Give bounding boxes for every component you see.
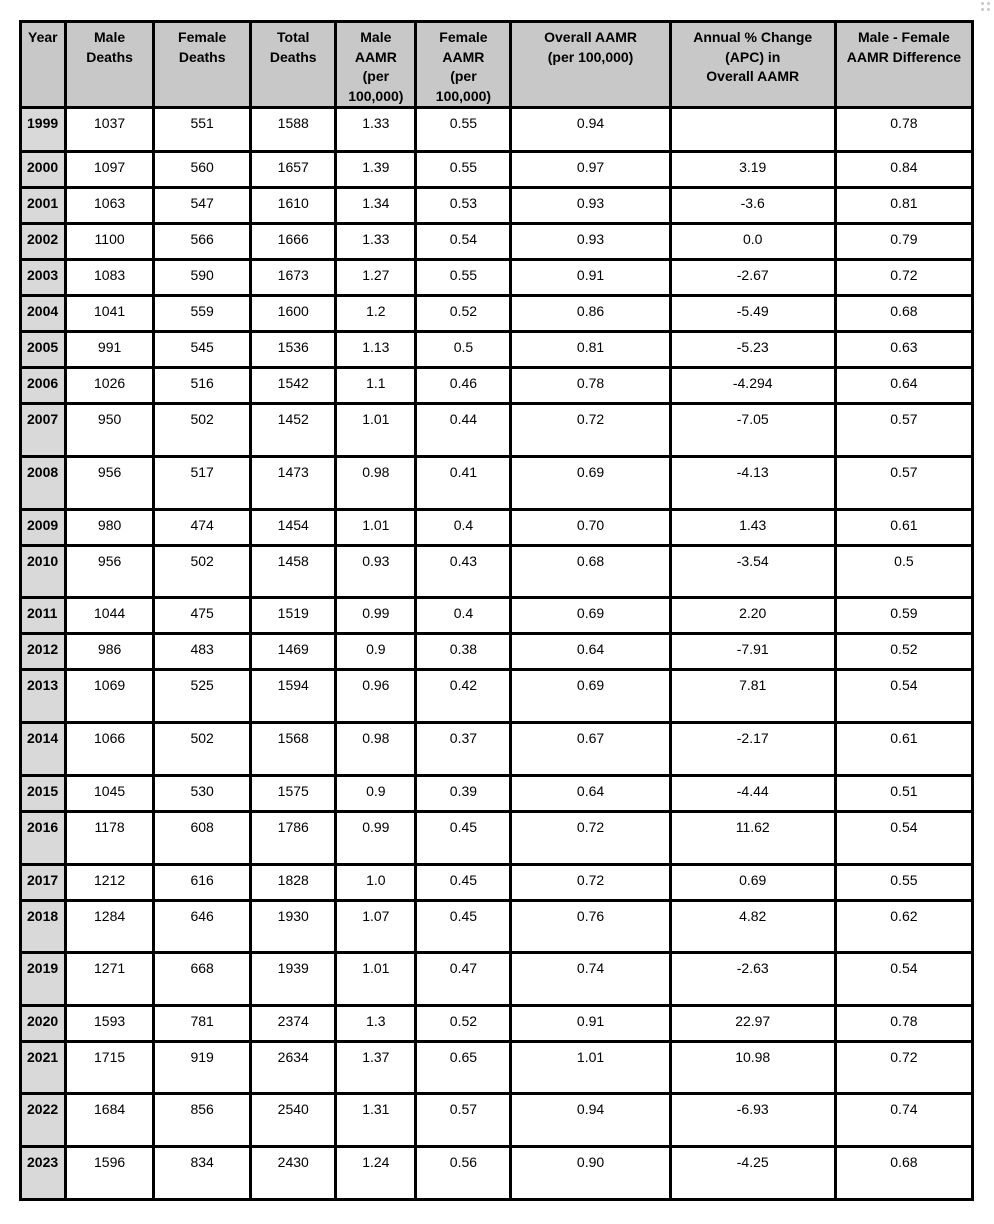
cell-female-deaths: 525 xyxy=(154,670,251,723)
cell-male-aamr: 1.07 xyxy=(336,901,416,953)
cell-male-aamr: 0.98 xyxy=(336,457,416,510)
cell-overall-aamr: 0.90 xyxy=(511,1147,670,1200)
table-row xyxy=(21,188,973,224)
cell-overall-aamr: 0.93 xyxy=(511,224,670,260)
cell-female-deaths: 483 xyxy=(154,634,251,670)
cell-female-aamr: 0.52 xyxy=(416,296,511,332)
table-header-row xyxy=(21,22,973,108)
cell-overall-aamr: 0.67 xyxy=(511,723,670,776)
cell-overall-aamr: 0.94 xyxy=(511,108,670,152)
table-row xyxy=(21,865,973,901)
cell-total-deaths: 1542 xyxy=(251,368,336,404)
cell-total-deaths: 1673 xyxy=(251,260,336,296)
cell-male-deaths: 956 xyxy=(66,546,154,598)
cell-male-deaths: 1063 xyxy=(66,188,154,224)
cell-apc: -2.63 xyxy=(670,953,835,1006)
cell-female-deaths: 668 xyxy=(154,953,251,1006)
cell-overall-aamr: 0.81 xyxy=(511,332,670,368)
table-row xyxy=(21,1006,973,1042)
cell-female-aamr: 0.43 xyxy=(416,546,511,598)
cell-male-aamr: 0.98 xyxy=(336,723,416,776)
table-row xyxy=(21,953,973,1006)
cell-apc: 7.81 xyxy=(670,670,835,723)
cell-male-aamr: 1.01 xyxy=(336,953,416,1006)
header-year: Year xyxy=(21,22,66,108)
cell-aamr-difference: 0.72 xyxy=(835,1042,972,1094)
cell-apc: -4.44 xyxy=(670,776,835,812)
table-row xyxy=(21,776,973,812)
cell-apc: 22.97 xyxy=(670,1006,835,1042)
cell-male-deaths: 950 xyxy=(66,404,154,457)
cell-female-deaths: 590 xyxy=(154,260,251,296)
cell-male-deaths: 1041 xyxy=(66,296,154,332)
cell-male-deaths: 980 xyxy=(66,510,154,546)
cell-male-aamr: 1.13 xyxy=(336,332,416,368)
cell-female-deaths: 516 xyxy=(154,368,251,404)
table-row xyxy=(21,812,973,865)
header-apc: Annual % Change (APC) in Overall AAMR xyxy=(670,22,835,108)
cell-year: 2009 xyxy=(21,510,66,546)
table-row xyxy=(21,546,973,598)
cell-total-deaths: 1473 xyxy=(251,457,336,510)
cell-apc: 2.20 xyxy=(670,598,835,634)
cell-female-deaths: 566 xyxy=(154,224,251,260)
cell-overall-aamr: 0.69 xyxy=(511,457,670,510)
cell-total-deaths: 1588 xyxy=(251,108,336,152)
mortality-table xyxy=(19,20,974,1201)
cell-overall-aamr: 0.74 xyxy=(511,953,670,1006)
cell-aamr-difference: 0.78 xyxy=(835,108,972,152)
cell-aamr-difference: 0.62 xyxy=(835,901,972,953)
cell-female-aamr: 0.4 xyxy=(416,598,511,634)
table-row xyxy=(21,598,973,634)
cell-total-deaths: 1930 xyxy=(251,901,336,953)
cell-male-aamr: 1.3 xyxy=(336,1006,416,1042)
cell-female-aamr: 0.39 xyxy=(416,776,511,812)
cell-total-deaths: 1458 xyxy=(251,546,336,598)
cell-male-aamr: 1.24 xyxy=(336,1147,416,1200)
cell-apc: -3.54 xyxy=(670,546,835,598)
cell-apc: -7.91 xyxy=(670,634,835,670)
cell-aamr-difference: 0.61 xyxy=(835,723,972,776)
header-total-deaths: Total Deaths xyxy=(251,22,336,108)
cell-overall-aamr: 0.64 xyxy=(511,776,670,812)
cell-male-aamr: 0.9 xyxy=(336,634,416,670)
cell-overall-aamr: 0.76 xyxy=(511,901,670,953)
cell-female-aamr: 0.65 xyxy=(416,1042,511,1094)
cell-apc: -2.67 xyxy=(670,260,835,296)
cell-apc: -7.05 xyxy=(670,404,835,457)
cell-year: 2017 xyxy=(21,865,66,901)
header-overall-aamr: Overall AAMR (per 100,000) xyxy=(511,22,670,108)
cell-female-deaths: 502 xyxy=(154,723,251,776)
cell-aamr-difference: 0.54 xyxy=(835,670,972,723)
cell-female-deaths: 560 xyxy=(154,152,251,188)
cell-year: 2011 xyxy=(21,598,66,634)
table-row xyxy=(21,723,973,776)
cell-apc: -5.23 xyxy=(670,332,835,368)
cell-female-deaths: 646 xyxy=(154,901,251,953)
cell-total-deaths: 2430 xyxy=(251,1147,336,1200)
cell-aamr-difference: 0.81 xyxy=(835,188,972,224)
cell-aamr-difference: 0.63 xyxy=(835,332,972,368)
cell-aamr-difference: 0.68 xyxy=(835,296,972,332)
cell-total-deaths: 2374 xyxy=(251,1006,336,1042)
cell-aamr-difference: 0.84 xyxy=(835,152,972,188)
cell-male-aamr: 1.1 xyxy=(336,368,416,404)
cell-overall-aamr: 0.70 xyxy=(511,510,670,546)
cell-male-deaths: 1178 xyxy=(66,812,154,865)
cell-aamr-difference: 0.55 xyxy=(835,865,972,901)
cell-female-deaths: 856 xyxy=(154,1094,251,1147)
cell-year: 2003 xyxy=(21,260,66,296)
header-male-aamr: Male AAMR (per 100,000) xyxy=(336,22,416,108)
cell-male-aamr: 0.99 xyxy=(336,598,416,634)
cell-overall-aamr: 0.94 xyxy=(511,1094,670,1147)
cell-aamr-difference: 0.64 xyxy=(835,368,972,404)
cell-overall-aamr: 0.97 xyxy=(511,152,670,188)
cell-female-aamr: 0.5 xyxy=(416,332,511,368)
cell-overall-aamr: 0.69 xyxy=(511,598,670,634)
header-aamr-difference: Male - Female AAMR Difference xyxy=(835,22,972,108)
cell-year: 2006 xyxy=(21,368,66,404)
cell-year: 2000 xyxy=(21,152,66,188)
table-row xyxy=(21,404,973,457)
cell-female-aamr: 0.52 xyxy=(416,1006,511,1042)
cell-aamr-difference: 0.72 xyxy=(835,260,972,296)
cell-total-deaths: 2540 xyxy=(251,1094,336,1147)
cell-male-aamr: 1.31 xyxy=(336,1094,416,1147)
table-row xyxy=(21,1042,973,1094)
table-row xyxy=(21,1094,973,1147)
cell-year: 2005 xyxy=(21,332,66,368)
cell-aamr-difference: 0.54 xyxy=(835,953,972,1006)
cell-apc: -4.294 xyxy=(670,368,835,404)
cell-overall-aamr: 0.64 xyxy=(511,634,670,670)
cell-female-aamr: 0.46 xyxy=(416,368,511,404)
cell-female-aamr: 0.55 xyxy=(416,152,511,188)
cell-total-deaths: 1452 xyxy=(251,404,336,457)
table-row xyxy=(21,260,973,296)
cell-total-deaths: 1594 xyxy=(251,670,336,723)
header-male-deaths: Male Deaths xyxy=(66,22,154,108)
cell-aamr-difference: 0.57 xyxy=(835,404,972,457)
cell-year: 2007 xyxy=(21,404,66,457)
cell-apc: 11.62 xyxy=(670,812,835,865)
cell-total-deaths: 1657 xyxy=(251,152,336,188)
cell-male-deaths: 991 xyxy=(66,332,154,368)
cell-apc: -6.93 xyxy=(670,1094,835,1147)
cell-male-deaths: 1045 xyxy=(66,776,154,812)
cell-aamr-difference: 0.57 xyxy=(835,457,972,510)
cell-male-deaths: 1715 xyxy=(66,1042,154,1094)
cell-overall-aamr: 0.93 xyxy=(511,188,670,224)
cell-female-aamr: 0.44 xyxy=(416,404,511,457)
cell-female-aamr: 0.56 xyxy=(416,1147,511,1200)
cell-aamr-difference: 0.79 xyxy=(835,224,972,260)
cell-overall-aamr: 0.91 xyxy=(511,1006,670,1042)
cell-apc: 10.98 xyxy=(670,1042,835,1094)
cell-male-aamr: 1.01 xyxy=(336,404,416,457)
cell-apc: -4.25 xyxy=(670,1147,835,1200)
cell-year: 2010 xyxy=(21,546,66,598)
table-row xyxy=(21,670,973,723)
cell-year: 2019 xyxy=(21,953,66,1006)
cell-overall-aamr: 0.86 xyxy=(511,296,670,332)
cell-male-aamr: 1.39 xyxy=(336,152,416,188)
cell-male-deaths: 1100 xyxy=(66,224,154,260)
table-row xyxy=(21,332,973,368)
cell-male-deaths: 1212 xyxy=(66,865,154,901)
cell-total-deaths: 1666 xyxy=(251,224,336,260)
cell-total-deaths: 1575 xyxy=(251,776,336,812)
cell-total-deaths: 1828 xyxy=(251,865,336,901)
cell-aamr-difference: 0.78 xyxy=(835,1006,972,1042)
drag-handle-icon[interactable] xyxy=(980,1,992,15)
cell-total-deaths: 1519 xyxy=(251,598,336,634)
cell-male-deaths: 1097 xyxy=(66,152,154,188)
cell-male-aamr: 1.27 xyxy=(336,260,416,296)
table-row xyxy=(21,457,973,510)
cell-female-aamr: 0.55 xyxy=(416,108,511,152)
cell-female-aamr: 0.55 xyxy=(416,260,511,296)
cell-apc: 1.43 xyxy=(670,510,835,546)
cell-aamr-difference: 0.68 xyxy=(835,1147,972,1200)
cell-female-aamr: 0.47 xyxy=(416,953,511,1006)
cell-male-deaths: 1083 xyxy=(66,260,154,296)
cell-year: 2015 xyxy=(21,776,66,812)
cell-female-deaths: 502 xyxy=(154,404,251,457)
cell-apc: -3.6 xyxy=(670,188,835,224)
cell-overall-aamr: 0.69 xyxy=(511,670,670,723)
cell-year: 2021 xyxy=(21,1042,66,1094)
cell-total-deaths: 1786 xyxy=(251,812,336,865)
cell-year: 2022 xyxy=(21,1094,66,1147)
cell-apc: 0.69 xyxy=(670,865,835,901)
cell-male-aamr: 1.34 xyxy=(336,188,416,224)
cell-year: 2004 xyxy=(21,296,66,332)
cell-year: 2018 xyxy=(21,901,66,953)
cell-overall-aamr: 0.72 xyxy=(511,865,670,901)
cell-total-deaths: 1469 xyxy=(251,634,336,670)
cell-female-aamr: 0.4 xyxy=(416,510,511,546)
cell-male-deaths: 1596 xyxy=(66,1147,154,1200)
cell-total-deaths: 1454 xyxy=(251,510,336,546)
cell-aamr-difference: 0.59 xyxy=(835,598,972,634)
table-row xyxy=(21,1147,973,1200)
cell-apc: -5.49 xyxy=(670,296,835,332)
table-row xyxy=(21,368,973,404)
cell-female-deaths: 475 xyxy=(154,598,251,634)
cell-female-deaths: 530 xyxy=(154,776,251,812)
cell-female-deaths: 834 xyxy=(154,1147,251,1200)
cell-female-deaths: 559 xyxy=(154,296,251,332)
cell-female-deaths: 551 xyxy=(154,108,251,152)
cell-apc: 4.82 xyxy=(670,901,835,953)
cell-total-deaths: 1568 xyxy=(251,723,336,776)
cell-female-aamr: 0.45 xyxy=(416,865,511,901)
cell-female-aamr: 0.42 xyxy=(416,670,511,723)
cell-total-deaths: 1536 xyxy=(251,332,336,368)
cell-total-deaths: 1939 xyxy=(251,953,336,1006)
cell-apc: 3.19 xyxy=(670,152,835,188)
cell-male-deaths: 1684 xyxy=(66,1094,154,1147)
table-row xyxy=(21,901,973,953)
table-row xyxy=(21,634,973,670)
cell-female-deaths: 781 xyxy=(154,1006,251,1042)
cell-overall-aamr: 0.91 xyxy=(511,260,670,296)
cell-male-aamr: 1.2 xyxy=(336,296,416,332)
cell-year: 2008 xyxy=(21,457,66,510)
header-female-aamr: Female AAMR (per 100,000) xyxy=(416,22,511,108)
cell-female-aamr: 0.53 xyxy=(416,188,511,224)
cell-year: 2001 xyxy=(21,188,66,224)
cell-female-deaths: 547 xyxy=(154,188,251,224)
cell-year: 2002 xyxy=(21,224,66,260)
cell-female-aamr: 0.45 xyxy=(416,812,511,865)
cell-female-aamr: 0.45 xyxy=(416,901,511,953)
cell-overall-aamr: 0.78 xyxy=(511,368,670,404)
cell-aamr-difference: 0.52 xyxy=(835,634,972,670)
table-row xyxy=(21,224,973,260)
cell-male-deaths: 1066 xyxy=(66,723,154,776)
cell-female-deaths: 616 xyxy=(154,865,251,901)
cell-aamr-difference: 0.51 xyxy=(835,776,972,812)
cell-male-aamr: 1.01 xyxy=(336,510,416,546)
cell-aamr-difference: 0.5 xyxy=(835,546,972,598)
cell-total-deaths: 1610 xyxy=(251,188,336,224)
cell-overall-aamr: 0.72 xyxy=(511,404,670,457)
cell-male-deaths: 986 xyxy=(66,634,154,670)
cell-male-deaths: 1069 xyxy=(66,670,154,723)
cell-year: 2020 xyxy=(21,1006,66,1042)
cell-female-deaths: 502 xyxy=(154,546,251,598)
cell-male-aamr: 0.96 xyxy=(336,670,416,723)
cell-female-deaths: 517 xyxy=(154,457,251,510)
table-row xyxy=(21,296,973,332)
header-female-deaths: Female Deaths xyxy=(154,22,251,108)
cell-year: 2016 xyxy=(21,812,66,865)
cell-male-deaths: 1284 xyxy=(66,901,154,953)
cell-female-deaths: 919 xyxy=(154,1042,251,1094)
cell-male-deaths: 1044 xyxy=(66,598,154,634)
cell-aamr-difference: 0.61 xyxy=(835,510,972,546)
cell-aamr-difference: 0.74 xyxy=(835,1094,972,1147)
cell-male-aamr: 1.0 xyxy=(336,865,416,901)
cell-male-aamr: 1.33 xyxy=(336,224,416,260)
cell-female-deaths: 545 xyxy=(154,332,251,368)
table-row xyxy=(21,108,973,152)
cell-female-aamr: 0.54 xyxy=(416,224,511,260)
cell-year: 2014 xyxy=(21,723,66,776)
cell-apc: -4.13 xyxy=(670,457,835,510)
cell-male-aamr: 1.37 xyxy=(336,1042,416,1094)
cell-male-aamr: 0.93 xyxy=(336,546,416,598)
cell-female-deaths: 608 xyxy=(154,812,251,865)
cell-aamr-difference: 0.54 xyxy=(835,812,972,865)
cell-male-deaths: 1037 xyxy=(66,108,154,152)
cell-year: 1999 xyxy=(21,108,66,152)
cell-overall-aamr: 0.72 xyxy=(511,812,670,865)
cell-male-deaths: 956 xyxy=(66,457,154,510)
cell-apc: -2.17 xyxy=(670,723,835,776)
cell-overall-aamr: 0.68 xyxy=(511,546,670,598)
cell-year: 2012 xyxy=(21,634,66,670)
cell-female-aamr: 0.37 xyxy=(416,723,511,776)
cell-total-deaths: 1600 xyxy=(251,296,336,332)
cell-total-deaths: 2634 xyxy=(251,1042,336,1094)
cell-male-deaths: 1593 xyxy=(66,1006,154,1042)
cell-male-aamr: 0.9 xyxy=(336,776,416,812)
cell-female-aamr: 0.57 xyxy=(416,1094,511,1147)
table-row xyxy=(21,152,973,188)
cell-overall-aamr: 1.01 xyxy=(511,1042,670,1094)
cell-male-deaths: 1026 xyxy=(66,368,154,404)
cell-male-aamr: 0.99 xyxy=(336,812,416,865)
cell-year: 2023 xyxy=(21,1147,66,1200)
cell-female-aamr: 0.38 xyxy=(416,634,511,670)
cell-apc xyxy=(670,108,835,152)
cell-apc: 0.0 xyxy=(670,224,835,260)
cell-male-aamr: 1.33 xyxy=(336,108,416,152)
cell-male-deaths: 1271 xyxy=(66,953,154,1006)
cell-year: 2013 xyxy=(21,670,66,723)
table-row xyxy=(21,510,973,546)
cell-female-deaths: 474 xyxy=(154,510,251,546)
cell-female-aamr: 0.41 xyxy=(416,457,511,510)
